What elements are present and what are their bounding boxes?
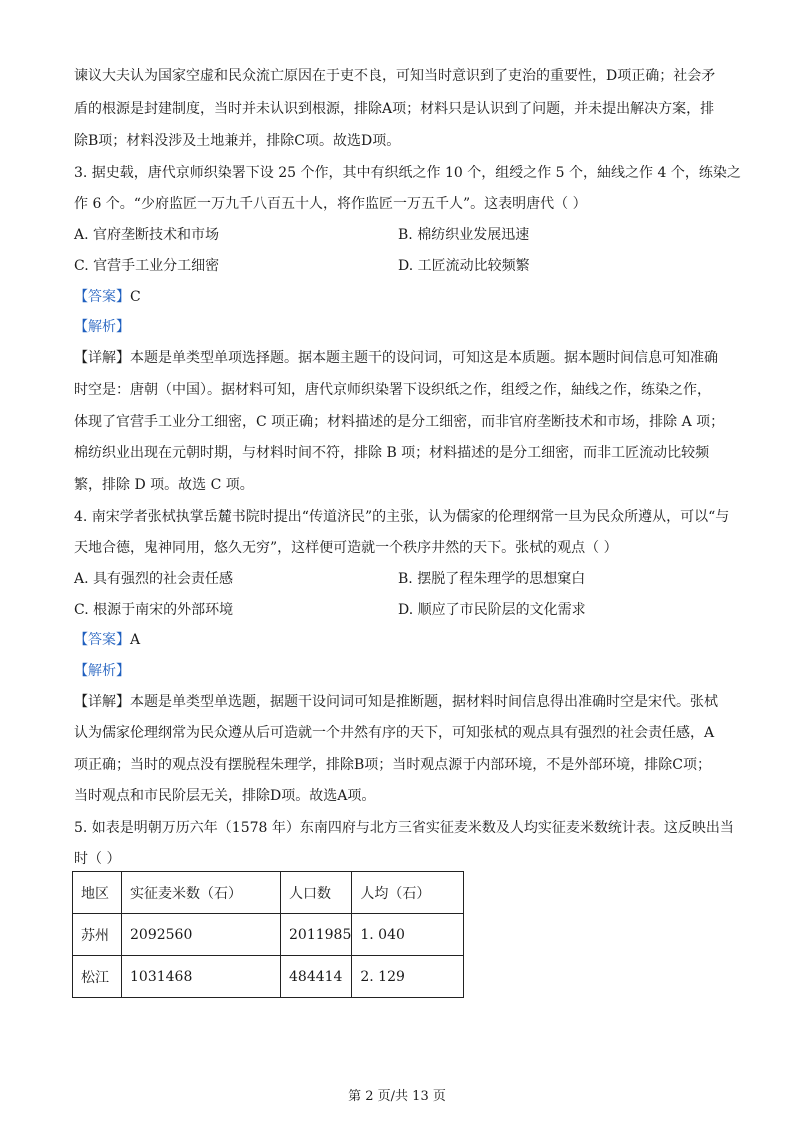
intro-line-3: 除B项；材料没涉及土地兼并，排除C项。故选D项。 [74, 133, 401, 149]
intro-line-2: 盾的根源是封建制度，当时并未认识到根源，排除A项；材料只是认识到了问题，并未提出解决方案，排 [74, 101, 715, 117]
detail-tag: 【详解】 [74, 694, 130, 710]
table-cell: 1031468 [122, 956, 281, 998]
q3-stem-line-2: 作 6 个。“少府监匠一万九千八百五十人，将作监匠一万五千人”。这表明唐代（ ） [74, 196, 587, 212]
table-row [73, 914, 464, 956]
q4-detail-line-4: 当时观点和市民阶层无关，排除D项。故选A项。 [74, 788, 376, 804]
answer-value: A [130, 632, 141, 648]
q3-detail-line-2: 时空是：唐朝（中国）。据材料可知，唐代京师织染署下设织纸之作，组绶之作，紬线之作，练染之作， [74, 382, 711, 398]
table-cell: 2092560 [122, 914, 281, 956]
q3-detail-line-5: 繁，排除 D 项。故选 C 项。 [74, 477, 254, 493]
q3-stem-line-1: 3. 据史载，唐代京师织染署下设 25 个作，其中有织纸之作 10 个，组绶之作 5 个，紬线之作 4 个，练染之 [74, 165, 741, 181]
q3-option-c: C. 官营手工业分工细密 [74, 258, 220, 274]
analysis-tag: 【解析】 [74, 319, 130, 335]
q4-option-c: C. 根源于南宋的外部环境 [74, 602, 234, 618]
answer-value: C [130, 289, 141, 305]
statistics-table [72, 871, 464, 998]
q4-answer [74, 630, 140, 650]
table-header-cell: 人均（石） [352, 872, 464, 914]
analysis-tag: 【解析】 [74, 663, 130, 679]
page-footer: 第 2 页/共 13 页 [348, 1089, 446, 1104]
answer-tag: 【答案】 [74, 632, 130, 648]
q3-detail-line-1 [74, 348, 718, 368]
table-cell: 苏州 [73, 914, 122, 956]
q4-detail-line-1 [74, 692, 718, 712]
q3-detail-line-4: 棉纺织业出现在元朝时期，与材料时间不符，排除 B 项；材料描述的是分工细密，而非工匠流动比较频 [74, 445, 710, 461]
table-cell: 2. 129 [352, 956, 464, 998]
q4-option-d: D. 顺应了市民阶层的文化需求 [398, 602, 586, 618]
table-header-cell: 实征麦米数（石） [122, 872, 281, 914]
q4-stem-line-1: 4. 南宋学者张栻执掌岳麓书院时提出“传道济民”的主张，认为儒家的伦理纲常一旦为民众所遵从，可以“与 [74, 509, 730, 525]
q3-detail-line-3: 体现了官营手工业分工细密，C 项正确；材料描述的是分工细密，而非官府垄断技术和市场，排除 A 项； [74, 414, 725, 430]
table-row [73, 956, 464, 998]
q5-stem-line-2: 时（ ） [74, 851, 121, 867]
table-cell: 484414 [281, 956, 352, 998]
detail-text: 本题是单类型单项选择题。据本题主题干的设问词，可知这是本质题。据本题时间信息可知准确 [130, 350, 718, 366]
q3-answer [74, 287, 141, 307]
table-cell: 1. 040 [352, 914, 464, 956]
table-header-row [73, 872, 464, 914]
q3-option-d: D. 工匠流动比较频繁 [398, 258, 530, 274]
q4-analysis-heading [74, 661, 130, 681]
q4-option-b: B. 摆脱了程朱理学的思想窠白 [398, 571, 586, 587]
table-cell: 松江 [73, 956, 122, 998]
q4-detail-line-2: 认为儒家伦理纲常为民众遵从后可造就一个井然有序的天下，可知张栻的观点具有强烈的社会责任感，A [74, 725, 715, 741]
q4-option-a: A. 具有强烈的社会责任感 [74, 571, 234, 587]
q3-option-b: B. 棉纺织业发展迅速 [398, 227, 530, 243]
q5-stem-line-1: 5. 如表是明朝万历六年（1578 年）东南四府与北方三省实征麦米数及人均实征麦米数统计表。这反映出当 [74, 820, 734, 836]
detail-text: 本题是单类型单选题，据题干设问词可知是推断题，据材料时间信息得出准确时空是宋代。张栻 [130, 694, 718, 710]
q3-option-a: A. 官府垄断技术和市场 [74, 227, 220, 243]
table-header-cell: 地区 [73, 872, 122, 914]
q3-analysis-heading [74, 317, 130, 337]
table-cell: 2011985 [281, 914, 352, 956]
q4-detail-line-3: 项正确；当时的观点没有摆脱程朱理学，排除B项；当时观点源于内部环境，不是外部环境，排除C项； [74, 757, 711, 773]
table-header-cell: 人口数 [281, 872, 352, 914]
intro-line-1: 谏议大夫认为国家空虚和民众流亡原因在于吏不良，可知当时意识到了吏治的重要性，D项正确；社会矛 [74, 68, 716, 84]
detail-tag: 【详解】 [74, 350, 130, 366]
answer-tag: 【答案】 [74, 289, 130, 305]
q4-stem-line-2: 天地合德，鬼神同用，悠久无穷”，这样便可造就一个秩序井然的天下。张栻的观点（ ） [74, 540, 618, 556]
